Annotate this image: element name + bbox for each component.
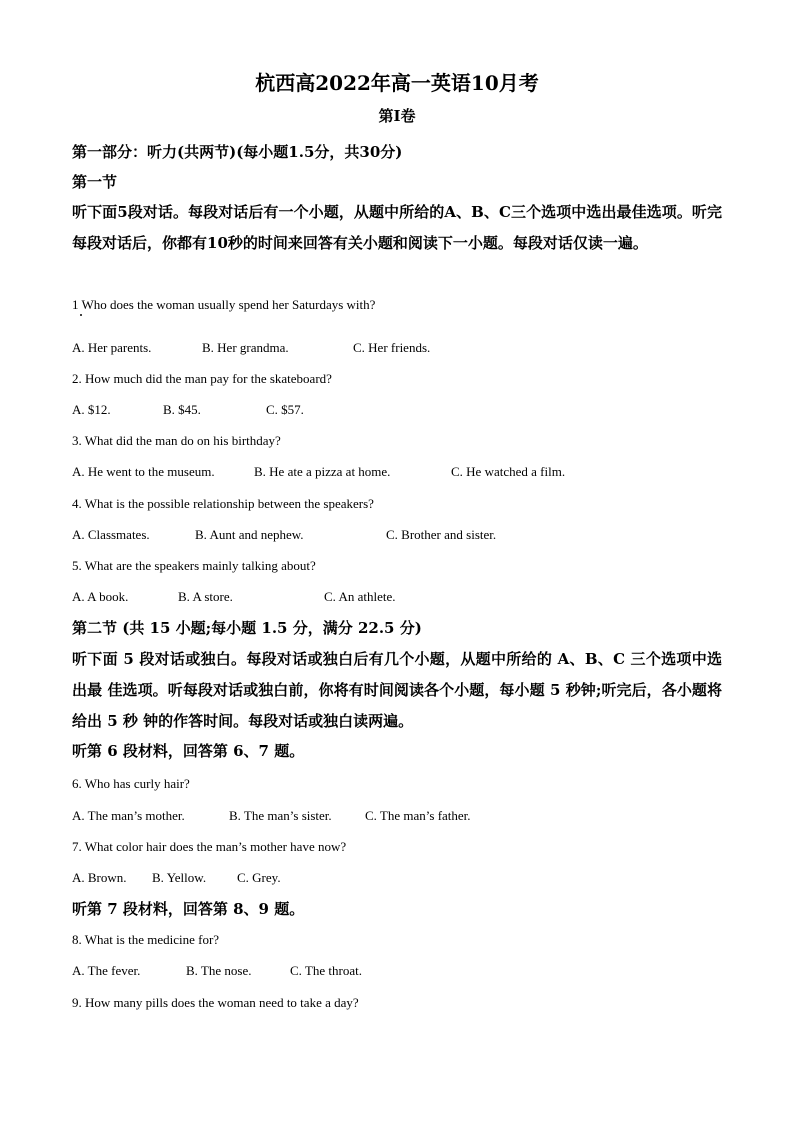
section1-heading: 第一节 bbox=[72, 173, 118, 191]
page-title: 杭西高2022年高一英语10月考 bbox=[255, 71, 539, 95]
question-6-option-a: A. The man’s mother. bbox=[72, 808, 185, 823]
question-4-option-a: A. Classmates. bbox=[72, 527, 150, 542]
material-6-heading: 听第 6 段材料，回答第 6、7 题。 bbox=[72, 742, 305, 760]
section1-instructions: 听下面5段对话。每段对话后有一个小题，从题中所给的A、B、C三个选项中选出最佳选项。听完每段对话后，你都有10秒的时间来回答有关小题和阅读下一小题。每段对话仅读一遍。 bbox=[72, 203, 722, 252]
question-3-option-c: C. He watched a film. bbox=[451, 464, 566, 479]
question-1-option-b: B. Her grandma. bbox=[202, 340, 289, 355]
section2-instructions: 听下面 5 段对话或独白。每段对话或独白后有几个小题，从题中所给的 A、B、C 三个选项中选出最 佳选项。听每段对话或独白前，你将有时间阅读各个小题，每小题 5 秒钟;听完后，各小题将给出 5 秒 钟的作答时间。每段对话或独白读两遍。 bbox=[72, 650, 722, 730]
question-8-option-a: A. The fever. bbox=[72, 963, 141, 978]
part1-heading: 第一部分：听力(共两节)(每小题1.5分，共30分) bbox=[72, 143, 403, 161]
question-6-option-b: B. The man’s sister. bbox=[229, 808, 332, 823]
question-1-option-c: C. Her friends. bbox=[353, 340, 431, 355]
question-2: 2. How much did the man pay for the skateboard? bbox=[72, 371, 332, 386]
question-8: 8. What is the medicine for? bbox=[72, 932, 220, 947]
question-2-option-b: B. $45. bbox=[163, 402, 201, 417]
question-6: 6. Who has curly hair? bbox=[72, 776, 190, 791]
question-5-option-a: A. A book. bbox=[72, 589, 129, 604]
question-2-option-c: C. $57. bbox=[266, 402, 304, 417]
stray-mark bbox=[80, 314, 82, 316]
question-7-option-b: B. Yellow. bbox=[152, 870, 207, 885]
question-4: 4. What is the possible relationship between the speakers? bbox=[72, 496, 374, 511]
question-7: 7. What color hair does the man’s mother have now? bbox=[72, 839, 347, 854]
question-3: 3. What did the man do on his birthday? bbox=[72, 433, 281, 448]
question-1: 1 Who does the woman usually spend her Saturdays with? bbox=[72, 297, 376, 312]
question-8-option-c: C. The throat. bbox=[290, 963, 362, 978]
section2-heading: 第二节 (共 15 小题;每小题 1.5 分，满分 22.5 分) bbox=[72, 619, 422, 637]
question-4-option-b: B. Aunt and nephew. bbox=[195, 527, 304, 542]
question-5: 5. What are the speakers mainly talking about? bbox=[72, 558, 316, 573]
question-9: 9. How many pills does the woman need to take a day? bbox=[72, 995, 359, 1010]
question-5-option-c: C. An athlete. bbox=[324, 589, 396, 604]
question-2-option-a: A. $12. bbox=[72, 402, 111, 417]
question-6-option-c: C. The man’s father. bbox=[365, 808, 471, 823]
question-8-option-b: B. The nose. bbox=[186, 963, 252, 978]
question-7-option-a: A. Brown. bbox=[72, 870, 127, 885]
question-3-option-a: A. He went to the museum. bbox=[72, 464, 215, 479]
question-5-option-b: B. A store. bbox=[178, 589, 233, 604]
question-4-option-c: C. Brother and sister. bbox=[386, 527, 497, 542]
material-7-heading: 听第 7 段材料，回答第 8、9 题。 bbox=[72, 900, 305, 918]
question-3-option-b: B. He ate a pizza at home. bbox=[254, 464, 391, 479]
question-1-option-a: A. Her parents. bbox=[72, 340, 152, 355]
question-7-option-c: C. Grey. bbox=[237, 870, 281, 885]
volume-heading: 第Ⅰ卷 bbox=[378, 107, 416, 125]
